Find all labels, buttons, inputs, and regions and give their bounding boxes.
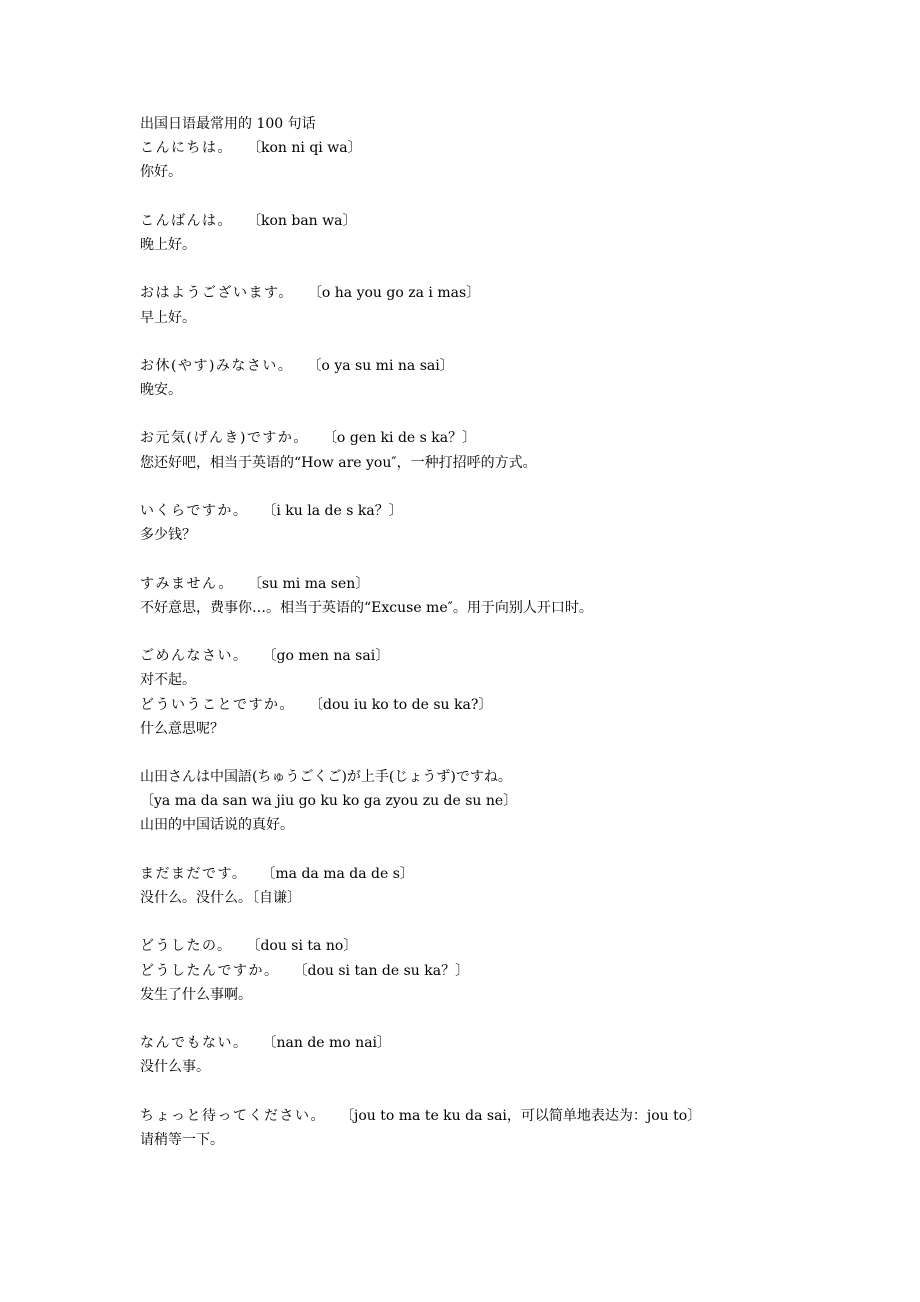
phrase-line — [140, 693, 880, 717]
japanese-phrase: ちょっと待ってください。 — [140, 1107, 326, 1124]
japanese-phrase: お元気(げんき)ですか。 — [140, 430, 309, 447]
phrase-line — [140, 934, 880, 958]
phrase-line — [140, 281, 880, 305]
romaji-reading: 〔nan de mo nai〕 — [262, 1035, 392, 1052]
blank-line — [140, 838, 880, 862]
translation-line: 您还好吧，相当于英语的“How are you″，一种打招呼的方式。 — [140, 454, 537, 471]
translation-line: 什么意思呢？ — [140, 720, 224, 737]
japanese-phrase: ごめんなさい。 — [140, 648, 249, 665]
translation-line: 请稍等一下。 — [140, 1131, 224, 1148]
romaji-reading: 〔o ya su mi na sai〕 — [307, 357, 454, 374]
blank-line — [140, 547, 880, 571]
translation-line: 晚上好。 — [140, 236, 196, 253]
translation-line: 你好。 — [140, 164, 182, 181]
romaji-reading: 〔dou iu ko to de su ka?〕 — [309, 696, 493, 713]
phrase-line — [140, 572, 880, 596]
japanese-phrase: どういうことですか。 — [140, 696, 295, 713]
japanese-phrase: どうしたんですか。 — [140, 962, 280, 979]
phrase-line — [140, 354, 880, 378]
romaji-reading: 〔kon ban wa〕 — [247, 212, 357, 229]
phrase-line — [140, 136, 880, 160]
japanese-phrase: こんにちは。 — [140, 140, 233, 157]
phrase-line — [140, 644, 880, 668]
translation-line: 没什么。没什么。〔自谦〕 — [140, 890, 301, 906]
blank-line — [140, 257, 880, 281]
romaji-reading: 〔go men na sai〕 — [262, 648, 390, 665]
phrase-line — [140, 1104, 880, 1128]
translation-line: 发生了什么事啊。 — [140, 986, 252, 1003]
blank-line — [140, 475, 880, 499]
romaji-reading: 〔i ku la de s ka？〕 — [262, 503, 403, 519]
blank-line — [140, 1007, 880, 1031]
phrase-line — [140, 426, 880, 450]
blank-line — [140, 402, 880, 426]
japanese-phrase: こんばんは。 — [140, 212, 233, 229]
translation-line: 不好意思，费事你…。相当于英语的“Excuse me″。用于向别人开口时。 — [140, 599, 593, 616]
translation-line: 对不起。 — [140, 672, 196, 689]
phrase-line — [140, 1031, 880, 1055]
romaji-line: 〔ya ma da san wa jiu go ku ko ga zyou zu de su ne〕 — [140, 793, 518, 810]
romaji-reading: 〔ma da ma da de s〕 — [261, 865, 414, 882]
japanese-phrase: お休(やす)みなさい。 — [140, 357, 294, 374]
japanese-phrase: いくらですか。 — [140, 503, 249, 519]
romaji-reading: 〔kon ni qi wa〕 — [247, 140, 362, 157]
romaji-reading: 〔dou si tan de su ka？〕 — [293, 962, 470, 979]
blank-line — [140, 910, 880, 934]
blank-line — [140, 1080, 880, 1104]
phrase-line: 山田さんは中国語(ちゅうごくご)が上手(じょうず)ですね。 — [140, 769, 512, 786]
phrase-line — [140, 209, 880, 233]
japanese-phrase: おはようございます。 — [140, 285, 294, 302]
japanese-phrase: まだまだです。 — [140, 865, 248, 882]
blank-line — [140, 620, 880, 644]
translation-line: 没什么事。 — [140, 1059, 210, 1076]
phrase-line — [140, 862, 880, 886]
romaji-reading: 〔o gen ki de s ka？〕 — [322, 430, 477, 447]
romaji-reading: 〔o ha you go za i mas〕 — [307, 285, 481, 302]
romaji-reading: 〔jou to ma te ku da sai，可以简单地表达为：jou to〕 — [340, 1107, 702, 1124]
blank-line — [140, 330, 880, 354]
translation-line: 晚安。 — [140, 382, 182, 399]
translation-line: 早上好。 — [140, 309, 196, 326]
phrase-line — [140, 499, 880, 523]
japanese-phrase: どうしたの。 — [140, 938, 233, 955]
japanese-phrase: すみません。 — [140, 575, 234, 592]
romaji-reading: 〔su mi ma sen〕 — [247, 575, 370, 592]
translation-line: 多少钱？ — [140, 527, 196, 544]
japanese-phrase: なんでもない。 — [140, 1035, 249, 1052]
blank-line — [140, 741, 880, 765]
blank-line — [140, 185, 880, 209]
document-title: 出国日语最常用的 100 句话 — [140, 116, 316, 132]
phrase-line — [140, 959, 880, 983]
romaji-reading: 〔dou si ta no〕 — [246, 938, 358, 955]
document-page — [140, 112, 880, 1152]
translation-line: 山田的中国话说的真好。 — [140, 817, 294, 834]
